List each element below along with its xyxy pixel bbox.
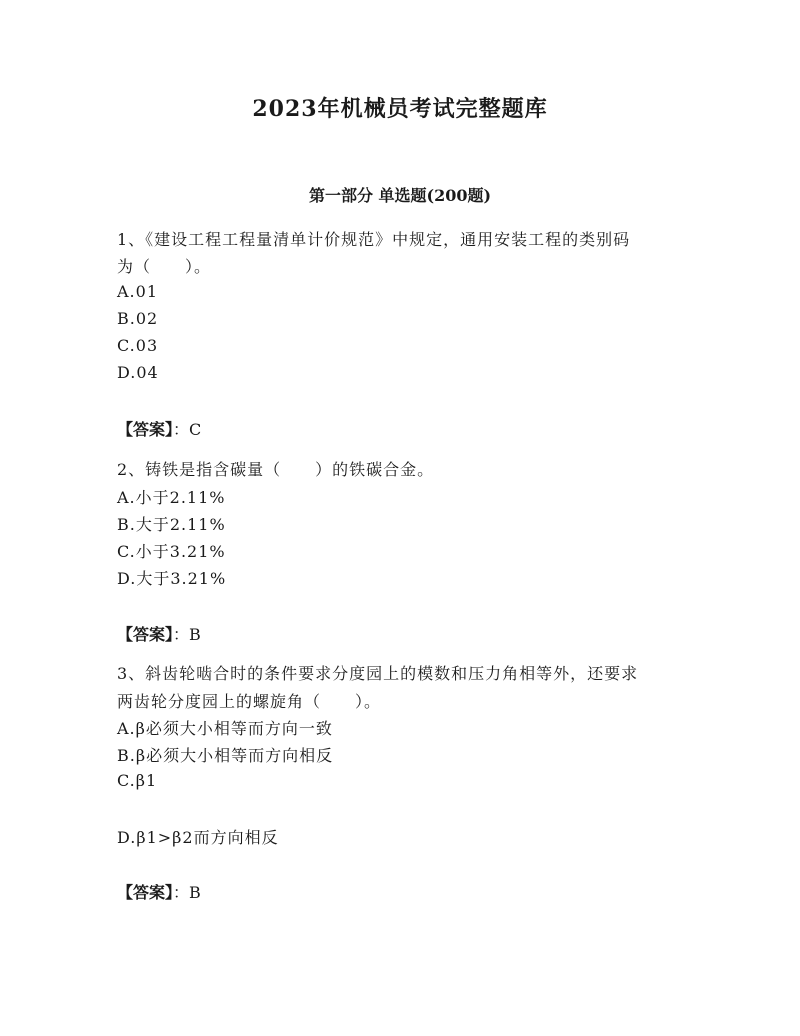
question-2-answer [117, 622, 201, 645]
question-2-option-c: C.小于3.21% [117, 542, 226, 561]
document-title: 2023年机械员考试完整题库 [252, 96, 548, 122]
question-1-option-b: B.02 [117, 309, 159, 328]
question-1-stem-line-2: 为（ ）。 [117, 257, 212, 276]
question-2-stem-line-1: 2、铸铁是指含碳量（ ）的铁碳合金。 [117, 460, 435, 479]
question-1-option-a: A.01 [117, 282, 158, 301]
answer-separator: ： [173, 883, 190, 902]
question-1-stem-line-1: 1、《建设工程工程量清单计价规范》中规定，通用安装工程的类别码 [117, 230, 631, 249]
question-2-option-b: B.大于2.11% [117, 515, 226, 534]
answer-label: 【答案】 [117, 625, 174, 644]
question-1-answer [117, 417, 201, 440]
question-3-option-c: C.β1 [117, 771, 158, 790]
question-1-option-c: C.03 [117, 336, 159, 355]
question-2-option-d: D.大于3.21% [117, 569, 227, 588]
answer-value: C [189, 420, 202, 439]
question-3-option-d: D.β1>β2而方向相反 [117, 828, 279, 847]
question-3-answer [117, 880, 201, 903]
answer-value: B [189, 883, 201, 902]
question-1-option-d: D.04 [117, 363, 159, 382]
answer-value: B [189, 625, 201, 644]
answer-separator: ： [173, 420, 190, 439]
question-3-option-a: A.β必须大小相等而方向一致 [117, 719, 333, 738]
section-title: 第一部分 单选题(200题) [308, 186, 492, 205]
answer-label: 【答案】 [117, 883, 174, 902]
question-3-stem-line-1: 3、斜齿轮啮合时的条件要求分度园上的模数和压力角相等外，还要求 [117, 664, 639, 683]
answer-label: 【答案】 [117, 420, 174, 439]
question-3-stem-line-2: 两齿轮分度园上的螺旋角（ ）。 [117, 692, 382, 711]
question-3-option-b: B.β必须大小相等而方向相反 [117, 746, 334, 765]
question-2-option-a: A.小于2.11% [117, 488, 226, 507]
answer-separator: ： [173, 625, 190, 644]
